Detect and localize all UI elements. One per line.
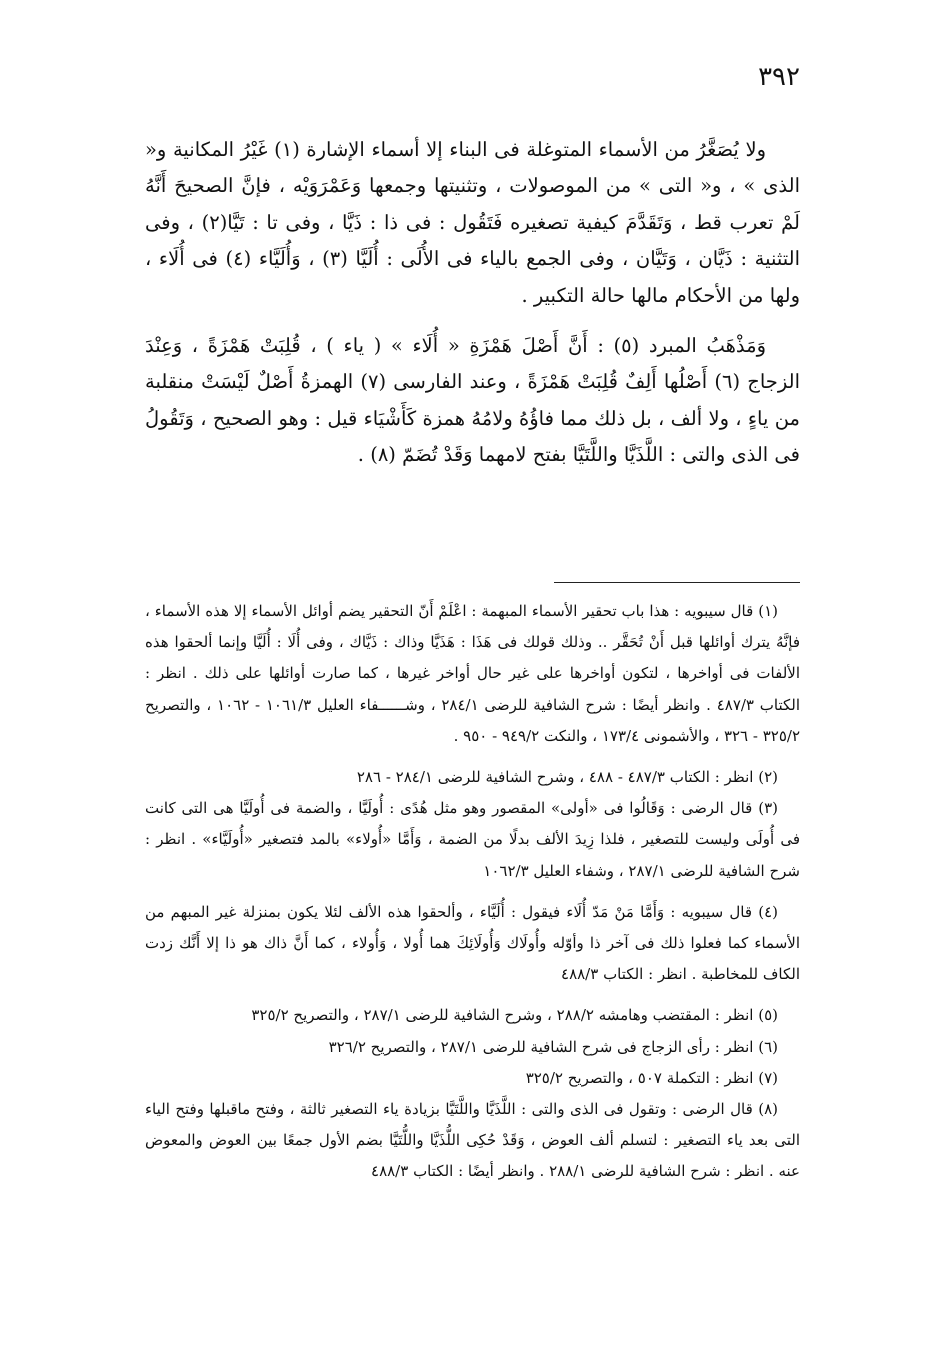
main-text bbox=[145, 132, 800, 474]
footnote-6: (٦) انظر : رأى الزجاج فى شرح الشافية للرضى ٢٨٧/١ ، والتصريح ٣٢٦/٢ bbox=[328, 1037, 778, 1056]
footnotes bbox=[145, 596, 800, 1188]
footnote-3: (٣) قال الرضى : وَقَالُوا فى «أولى» المقصور وهو مثل هُدًى : أُولَيَّا ، والضمة فى أُولَيَّا هى التى كانت فى أُولَى وليست للتصغير ، فلذا زِيدَ الألف بدلًا من الضمة ، وَأَمَّا «أُولاء» بالمد فتصغير «أُولَيَّاء» . انظر : شرح الشافية للرضى ٢٨٧/١ ، وشفاء العليل ١٠٦٢/٣ bbox=[145, 799, 800, 880]
page-number: ٣٩٢ bbox=[758, 62, 800, 92]
footnote-7: (٧) انظر : التكملة ٥٠٧ ، والتصريح ٣٢٥/٢ bbox=[525, 1068, 778, 1087]
footnote-8: (٨) قال الرضى : وتقول فى الذى والتى : اللَّذَيَّا واللَّتَيَّا بزيادة ياء التصغير ثالثة ، وفتح ماقبلها وفتح الياء التى بعد ياء التصغير : لتسلم ألف العوض ، وَقَدْ حُكِى اللُّذَيَّا واللُّتَيَّا بضم الأول جمعًا بين العوض والمعوض عنه . انظر : شرح الشافية للرضى ٢٨٨/١ . وانظر أيضًا : الكتاب ٤٨٨/٣ bbox=[145, 1100, 800, 1181]
footnote-5: (٥) انظر : المقتضب وهامشه ٢٨٨/٢ ، وشرح الشافية للرضى ٢٨٧/١ ، والتصريح ٣٢٥/٢ bbox=[251, 1006, 778, 1025]
body-paragraph-2: وَمَذْهَبُ المبرد (٥) : أَنَّ أَصْلَ هَمْزَةِ « أُلَاء » ( ياء ) ، قُلِبَتْ هَمْزَةً ، وَعِنْدَ الزجاج (٦) أَصْلُها أَلِفٌ قُلِبَتْ هَمْزَةً ، وعند الفارسى (٧) الهمزةُ أَصْلٌ لَيْسَتْ منقلبة من ياءٍ ، ولا ألف ، بل ذلك مما فاؤُهُ ولامُهُ همزة كَأَشْيَاء قيل : وهو الصحيح ، وَتَقُولُ فى الذى والتى : اللَّذَيَّا واللَّتَيَّا بفتح لامهما وَقَدْ تُضَمّ (٨) . bbox=[145, 334, 800, 467]
footnote-4: (٤) قال سيبويه : وَأَمَّا مَنْ مَدّ أُلَاء فيقول : أُلَيَّاء ، وألحقوا هذه الألف لئلا يكون بمنزلة غير المبهم من الأسماء كما فعلوا ذلك فى آخر ذا وأوّله وأُولَاك وَأُولَائِكَ هما أُولا ، وَأُولاء ، كما أَنَّ ذاك هو ذا إلا أَنَّك زدت الكاف للمخاطبة . انظر : الكتاب ٤٨٨/٣ bbox=[145, 902, 800, 984]
footnote-separator bbox=[554, 582, 800, 583]
body-paragraph-1: ولا يُصَغَّرُ من الأسماء المتوغلة فى البناء إلا أسماء الإشارة (١) غَيْرُ المكانية و« الذى » ، و« التى » من الموصولات ، وتثنيتها وجمعها وَعَمْرَوَيْه ، فإنَّ الصحيحَ أَنَّهُ لَمْ تعرب قط ، وَتَقَدَّمَ كيفية تصغيره فَتَقُول : فى ذا : ذَيَّا ، وفى تا : تَيَّا(٢) ، وفى التثنية : ذَيَّان ، وَتَيَّان ، وفى الجمع بالياء فى الأُلَى : أُلَيَّا (٣) ، وَأُلَيَّاء (٤) فى أُلَاء ، ولها من الأحكام مالها حالة التكبير . bbox=[145, 138, 800, 307]
footnote-2: (٢) انظر : الكتاب ٤٨٧/٣ - ٤٨٨ ، وشرح الشافية للرضى ٢٨٤/١ - ٢٨٦ bbox=[356, 768, 778, 787]
footnote-1: (١) قال سيبويه : هذا باب تحقير الأسماء المبهمة : اعْلَمْ أَنّ التحقير يضم أوائل الأسماء إلا هذه الأسماء ، فإنَّهُ يترك أوائلها قبل أَنْ تُحَقَّر .. وذلك قولك فى هَذَا : هَذَيَّا وذاك : ذَيَّاك ، وفى أُلَا : أُلَيَّا وإنما ألحقوا هذه الألفات فى أواخرها ، لتكون أواخرها على غير حال أواخر غيرها ، كما صارت أوائلها على ذلك . انظر : الكتاب ٤٨٧/٣ . وانظر أيضًا : شرح الشافية للرضى ٢٨٤/١ ، وشــــــفاء العليل ١٠٦١/٣ - ١٠٦٢ ، والتصريح ٣٢٥/٢ - ٣٢٦ ، والأشمونى ١٧٣/٤ ، والنكت ٩٤٩/٢ - ٩٥٠ . bbox=[145, 602, 800, 745]
